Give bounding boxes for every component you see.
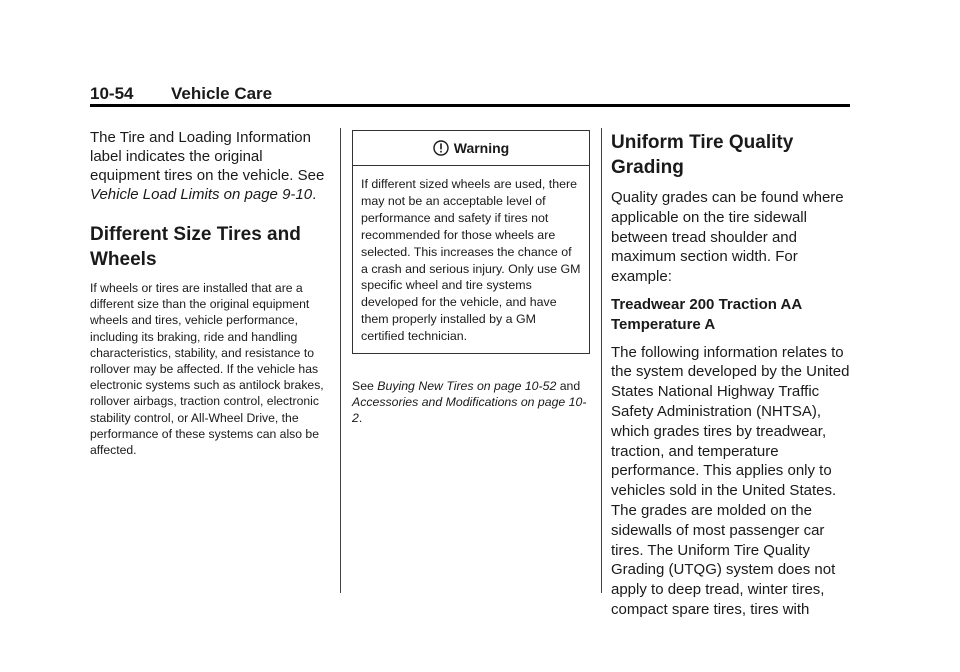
utqg-heading: Uniform Tire Quality Grading	[611, 132, 794, 178]
warning-header	[353, 131, 589, 166]
utqg-para1: Quality grades can be found where applicable on the tire sidewall between tread shoulder and maximum section width. For example:	[611, 189, 844, 286]
vehicle-load-limits-link[interactable]: Vehicle Load Limits on page 9-10	[90, 186, 313, 203]
header-rule	[90, 104, 850, 107]
warning-body: If different sized wheels are used, there may not be an acceptable level of performance and safety if tires not recommended for those wheels are selected. This increases the chance of a crash and serious injury. Only use GM specific wheel and tire systems developed for the vehicle, and have them properly installed by a GM certified technician.	[361, 177, 581, 344]
intro-text: The Tire and Loading Information label indicates the original equipment tires on the vehicle. See	[90, 129, 325, 184]
intro-end: .	[312, 186, 317, 203]
different-size-body: If wheels or tires are installed that are a different size than the original equipment wheels and tires, vehicle performance, including its braking, ride and handling characteristics, stability, and resistance to rollover may be affected. If the vehicle has electronic systems such as antilock brakes, rollover airbags, traction control, electronic stability control, or All-Wheel Drive, the performance of these systems can also be affected.	[90, 281, 324, 458]
utqg-example: Treadwear 200 Traction AA Temperature A	[611, 295, 802, 333]
column-divider	[601, 128, 602, 593]
warning-box	[352, 130, 590, 354]
column-right	[611, 128, 851, 628]
warning-title: Warning	[453, 140, 510, 156]
intro-paragraph	[90, 128, 330, 204]
utqg-para2: The following information relates to the system developed by the United States National Highway Traffic Safety Administration (NHTSA), which grades tires by treadwear, traction, and temperature performance. This applies only to vehicles sold in the United States. The grades are molded on the sidewalls of most passenger car tires. The Uniform Tire Quality Grading (UTQG) system does not apply to deep tread, winter tires, compact spare tires, tires with	[611, 343, 850, 618]
buying-new-tires-link[interactable]: Buying New Tires on page 10-52	[377, 379, 557, 394]
different-size-heading: Different Size Tires and Wheels	[90, 224, 301, 270]
column-divider	[340, 128, 341, 593]
warning-icon	[433, 140, 449, 156]
accessories-link[interactable]: Accessories and Modifications on page 10-2	[352, 395, 587, 426]
column-left	[90, 128, 330, 458]
section-title: Vehicle Care	[171, 84, 273, 103]
page-number: 10-54	[90, 84, 134, 103]
see-mid: and	[556, 379, 581, 394]
see-also-paragraph	[352, 378, 590, 426]
column-middle	[352, 128, 590, 438]
see-end: .	[358, 411, 363, 426]
see-prefix: See	[352, 379, 378, 394]
